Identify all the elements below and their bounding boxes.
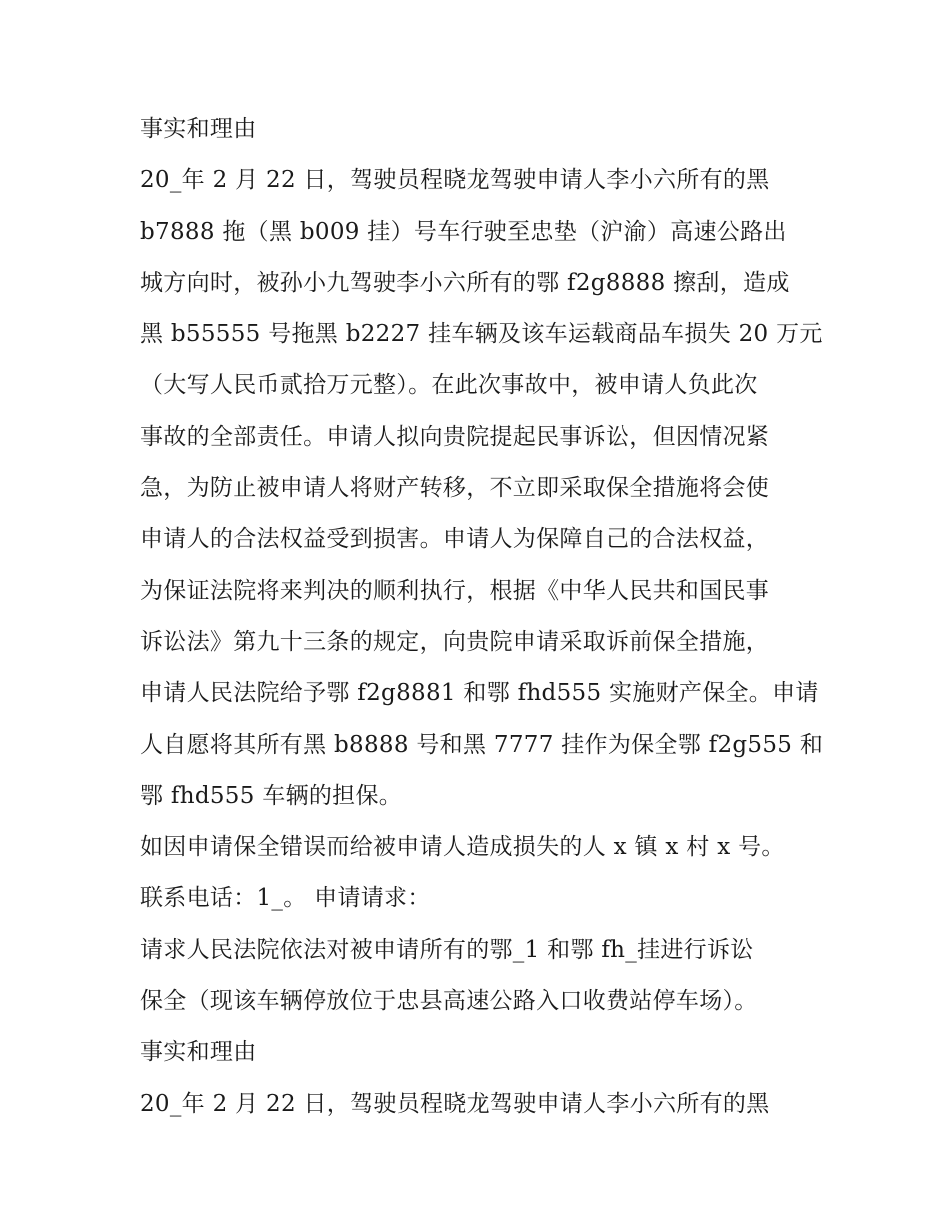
paragraph-line: 城方向时，被孙小九驾驶李小六所有的鄂 f2g8888 擦刮，造成: [140, 269, 790, 296]
paragraph-line: 申请人的合法权益受到损害。申请人为保障自己的合法权益，: [140, 526, 770, 553]
paragraph-line: 急，为防止被申请人将财产转移，不立即采取保全措施将会使: [140, 475, 770, 502]
section-heading: 事实和理由: [140, 1039, 257, 1066]
paragraph-line: 鄂 fhd555 车辆的担保。: [140, 782, 403, 809]
paragraph-line: 黑 b55555 号拖黑 b2227 挂车辆及该车运载商品车损失 20 万元: [140, 321, 823, 348]
paragraph-line: （大写人民币贰拾万元整）。在此次事故中，被申请人负此次: [140, 372, 758, 399]
document-body: [140, 104, 830, 1130]
paragraph-line: 20_年 2 月 22 日，驾驶员程晓龙驾驶申请人李小六所有的黑: [140, 167, 770, 194]
paragraph-line: b7888 拖（黑 b009 挂）号车行驶至忠垫（沪渝）高速公路出: [140, 218, 787, 245]
request-line: 请求人民法院依法对被申请所有的鄂_1 和鄂 fh_挂进行诉讼: [140, 936, 754, 963]
section-heading: 事实和理由: [140, 116, 257, 142]
request-line: 保全（现该车辆停放位于忠县高速公路入口收费站停车场）。: [140, 988, 758, 1015]
paragraph-line: 如因申请保全错误而给被申请人造成损失的人 x 镇 x 村 x 号。: [140, 834, 785, 861]
contact-line: 联系电话：1_。 申请请求：: [140, 885, 431, 912]
paragraph-line: 为保证法院将来判决的顺利执行，根据《中华人民共和国民事: [140, 577, 770, 604]
paragraph-line: 人自愿将其所有黑 b8888 号和黑 7777 挂作为保全鄂 f2g555 和: [140, 731, 824, 758]
paragraph-line: 诉讼法》第九十三条的规定，向贵院申请采取诉前保全措施，: [140, 628, 770, 655]
paragraph-line: 申请人民法院给予鄂 f2g8881 和鄂 fhd555 实施财产保全。申请: [140, 680, 819, 707]
paragraph-line: 事故的全部责任。申请人拟向贵院提起民事诉讼，但因情况紧: [140, 423, 770, 450]
paragraph-line: 20_年 2 月 22 日，驾驶员程晓龙驾驶申请人李小六所有的黑: [140, 1090, 770, 1117]
